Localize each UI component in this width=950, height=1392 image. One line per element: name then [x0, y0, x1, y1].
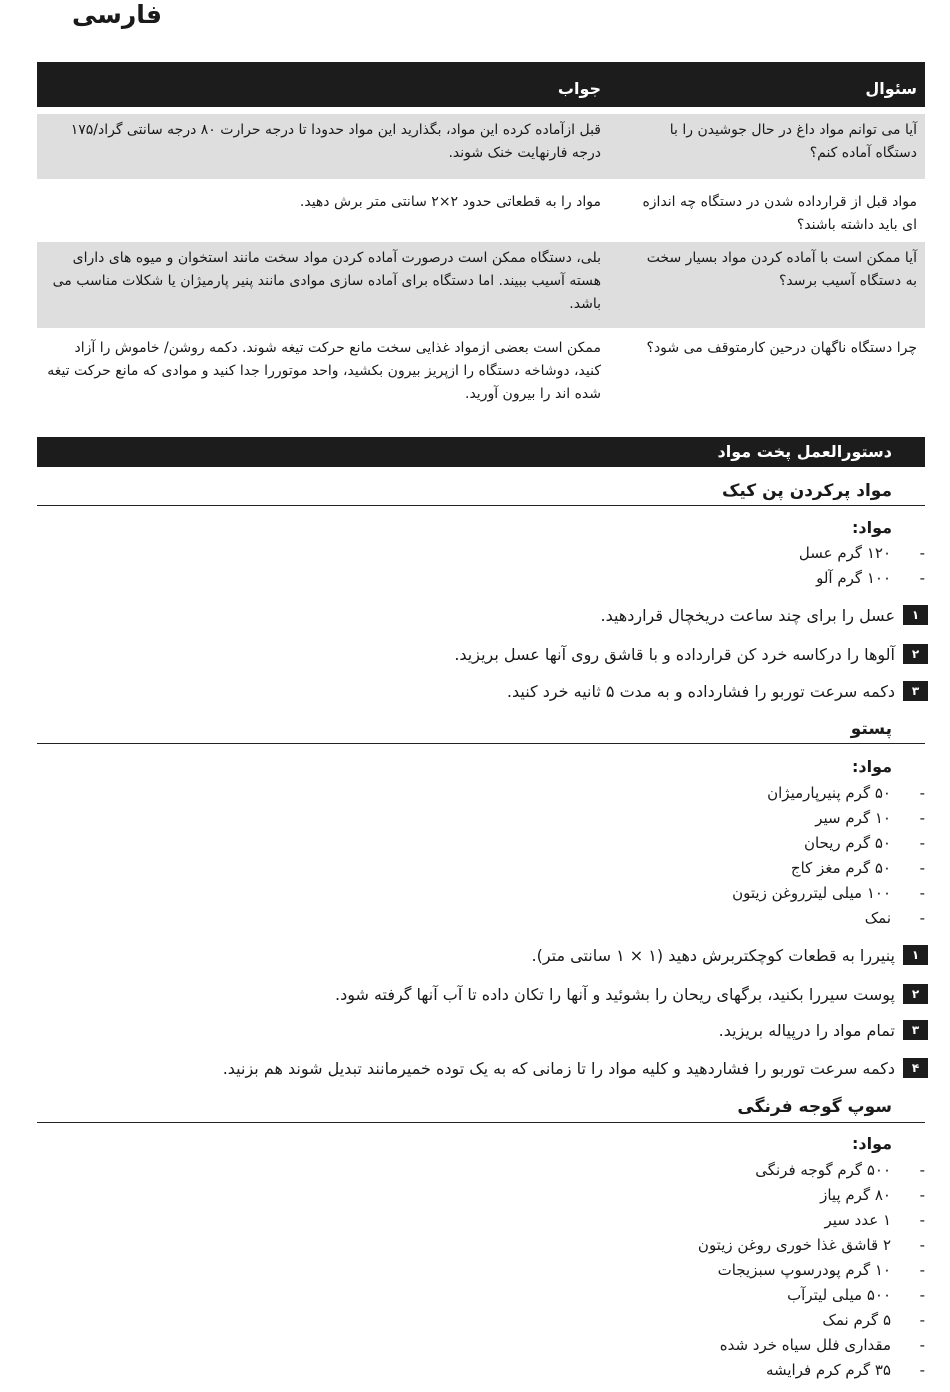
ingredient-item: - ۱۲۰ گرم عسل [798, 544, 925, 562]
ingredient-item: - ۵ گرم نمک [822, 1311, 925, 1329]
faq-table [37, 62, 925, 418]
ingredient-list [425, 781, 925, 931]
faq-answer: مواد را به قطعاتی حدود ۲×۲ سانتی متر برش دهید. [299, 194, 601, 210]
faq-answer: ممکن است بعضی ازمواد غذایی سخت مانع حرکت تیغه شوند. دکمه روشن/ خاموش را آزاد کنید، دوشاخه دستگاه را ازپریز بیرون بکشید، واحد موتوررا جدا کنید و موادی که مانع حرکت تیغه شده اند را بیرون آورید. [47, 340, 601, 402]
step: ۳ تمام مواد را درپیاله بریزید. [719, 1020, 928, 1040]
faq-row [37, 186, 925, 242]
recipe-title: پستو [850, 719, 892, 739]
step: ۴ دکمه سرعت توربو را فشاردهید و کلیه مواد را تا زمانی که به یک توده خمیرمانند تبدیل شوند هم بزنید. [223, 1058, 928, 1078]
step: ۲ آلوها را درکاسه خرد کن قرارداده و با قاشق روی آنها عسل بریزید. [454, 644, 928, 664]
ingredient-item: - ۵۰ گرم پنیرپارمیژان [767, 784, 925, 802]
ingredient-list [425, 541, 925, 591]
faq-answer: بلی، دستگاه ممکن است درصورت آماده کردن مواد سخت مانند استخوان و میوه های دارای هسته آسیب ببیند. اما دستگاه برای آماده سازی موادی مانند پنیر پارمیژان یا شکلات مناسب می باشد. [52, 250, 601, 312]
divider [37, 505, 925, 506]
faq-question: آیا ممکن است با آماده کردن مواد بسیار سخت به دستگاه آسیب برسد؟ [646, 250, 917, 289]
ingredient-item: - ۱۰ گرم سیر [815, 809, 925, 827]
faq-question: آیا می توانم مواد داغ در حال جوشیدن را با دستگاه آماده کنم؟ [669, 122, 917, 161]
question-header: سئوال [865, 79, 917, 98]
divider [37, 1122, 925, 1123]
page-title: فارسی [71, 0, 162, 29]
faq-question: چرا دستگاه ناگهان درحین کارمتوقف می شود؟ [646, 340, 917, 356]
recipes-section-title: دستورالعمل پخت مواد [37, 437, 925, 467]
step: ۱ عسل را برای چند ساعت دریخچال قراردهید. [600, 605, 928, 625]
ingredient-item: - ۵۰ گرم ریحان [803, 834, 925, 852]
ingredient-item: - ۱۰ گرم پودرسوپ سبزیجات [717, 1261, 925, 1279]
ingredient-item: - ۵۰۰ گرم گوجه فرنگی [755, 1161, 925, 1179]
divider [37, 743, 925, 744]
ingredient-item: - ۳۵ گرم کرم فرایشه [765, 1361, 925, 1379]
ingredient-item: - ۲ قاشق غذا خوری روغن زیتون [697, 1236, 925, 1254]
ingredient-item: - ۱ عدد سیر [824, 1211, 925, 1229]
ingredient-item: - ۱۰۰ گرم آلو [816, 569, 925, 587]
ingredient-item: - ۸۰ گرم پیاز [820, 1186, 925, 1204]
ingredient-item: - ۵۰ گرم مغز کاج [790, 859, 925, 877]
ingredients-label: مواد: [851, 518, 892, 537]
step: ۱ پنیررا به قطعات کوچکتربرش دهید (۱ × ۱ سانتی متر). [532, 945, 929, 965]
step: ۲ پوست سیررا بکنید، برگهای ریحان را بشوئید و آنها را تکان داده تا آب آنها گرفته شود. [335, 984, 928, 1004]
ingredients-label: مواد: [851, 1134, 892, 1153]
faq-answer: قبل ازآماده کرده این مواد، بگذارید این مواد حدودا تا درجه حرارت ۸۰ درجه سانتی گراد/۱۷۵ درجه فارنهایت خنک شوند. [70, 122, 601, 161]
ingredients-label: مواد: [851, 757, 892, 776]
ingredient-item: - مقداری فلل سیاه خرد شده [719, 1336, 925, 1354]
ingredient-item: - ۱۰۰ میلی لیترروغن زیتون [732, 884, 925, 902]
answer-header: جواب [557, 79, 601, 98]
faq-row [37, 114, 925, 179]
faq-row [37, 242, 925, 328]
step: ۳ دکمه سرعت توربو را فشارداده و به مدت ۵ ثانیه خرد کنید. [507, 681, 928, 701]
recipe-title: سوپ گوجه فرنگی [737, 1097, 892, 1117]
ingredient-item: - ۵۰۰ میلی لیترآب [787, 1286, 925, 1304]
faq-row [37, 328, 925, 418]
recipe-title: مواد پرکردن پن کیک [721, 481, 892, 501]
faq-header [37, 62, 925, 107]
faq-question: مواد قبل از قرارداده شدن در دستگاه چه اندازه ای باید داشته باشند؟ [642, 194, 917, 233]
ingredient-list [425, 1158, 925, 1383]
ingredient-item: - نمک [864, 909, 925, 927]
